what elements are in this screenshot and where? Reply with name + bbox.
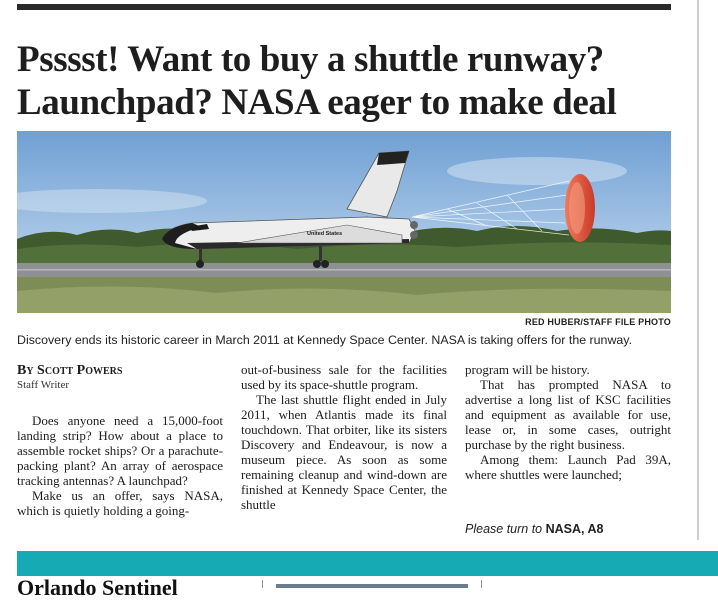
footer-image-strip xyxy=(276,584,468,588)
article-column-2 xyxy=(241,362,447,512)
article-column-1 xyxy=(17,362,223,518)
orbiter-label: United States xyxy=(307,231,343,237)
shuttle-photo xyxy=(17,131,671,313)
jump-prefix: Please turn to xyxy=(465,522,543,536)
headline-line-1: Psssst! Want to buy a shuttle runway? xyxy=(17,39,604,80)
article-column-3 xyxy=(465,362,671,482)
column-divider xyxy=(697,0,699,540)
headline xyxy=(17,38,697,124)
paragraph: Does anyone need a 15,000-foot landing strip? How about a place to assemble rocket ships? Or a parachute-packing plant? An array of aerospace tracking antennas? A launchpad? xyxy=(17,413,223,488)
paragraph: out-of-business sale for the facilities used by its space-shuttle program. xyxy=(241,362,447,392)
jump-target[interactable]: NASA, A8 xyxy=(545,522,604,536)
headline-line-2: Launchpad? NASA eager to make deal xyxy=(17,82,617,123)
promo-band xyxy=(17,551,718,576)
jump-line[interactable] xyxy=(465,522,604,536)
paragraph: That has prompted NASA to advertise a long list of KSC facilities and equipment as available for use, lease or, in some cases, outright purchase by the right business. xyxy=(465,377,671,452)
footer-divider xyxy=(481,580,482,588)
footer-divider xyxy=(262,580,263,588)
byline-role: Staff Writer xyxy=(17,379,69,391)
paragraph: Make us an offer, says NASA, which is quietly holding a going- xyxy=(17,488,223,518)
photo-credit: RED HUBER/STAFF FILE PHOTO xyxy=(525,317,671,327)
paragraph: program will be history. xyxy=(465,362,590,377)
top-rule xyxy=(17,4,671,10)
masthead: Orlando Sentinel xyxy=(17,575,178,600)
byline-author: By Scott Powers xyxy=(17,363,123,378)
photo-caption: Discovery ends its historic career in March 2011 at Kennedy Space Center. NASA is taking offers for the runway. xyxy=(17,333,633,347)
paragraph: The last shuttle flight ended in July 2011, when Atlantis made its final touchdown. That orbiter, like its sisters Discovery and Endeavour, is now a museum piece. As soon as some remaining cleanup and wind-down are finished at Kennedy Space Center, the shuttle xyxy=(241,392,447,512)
paragraph: Among them: Launch Pad 39A, where shuttles were launched; xyxy=(465,452,671,482)
